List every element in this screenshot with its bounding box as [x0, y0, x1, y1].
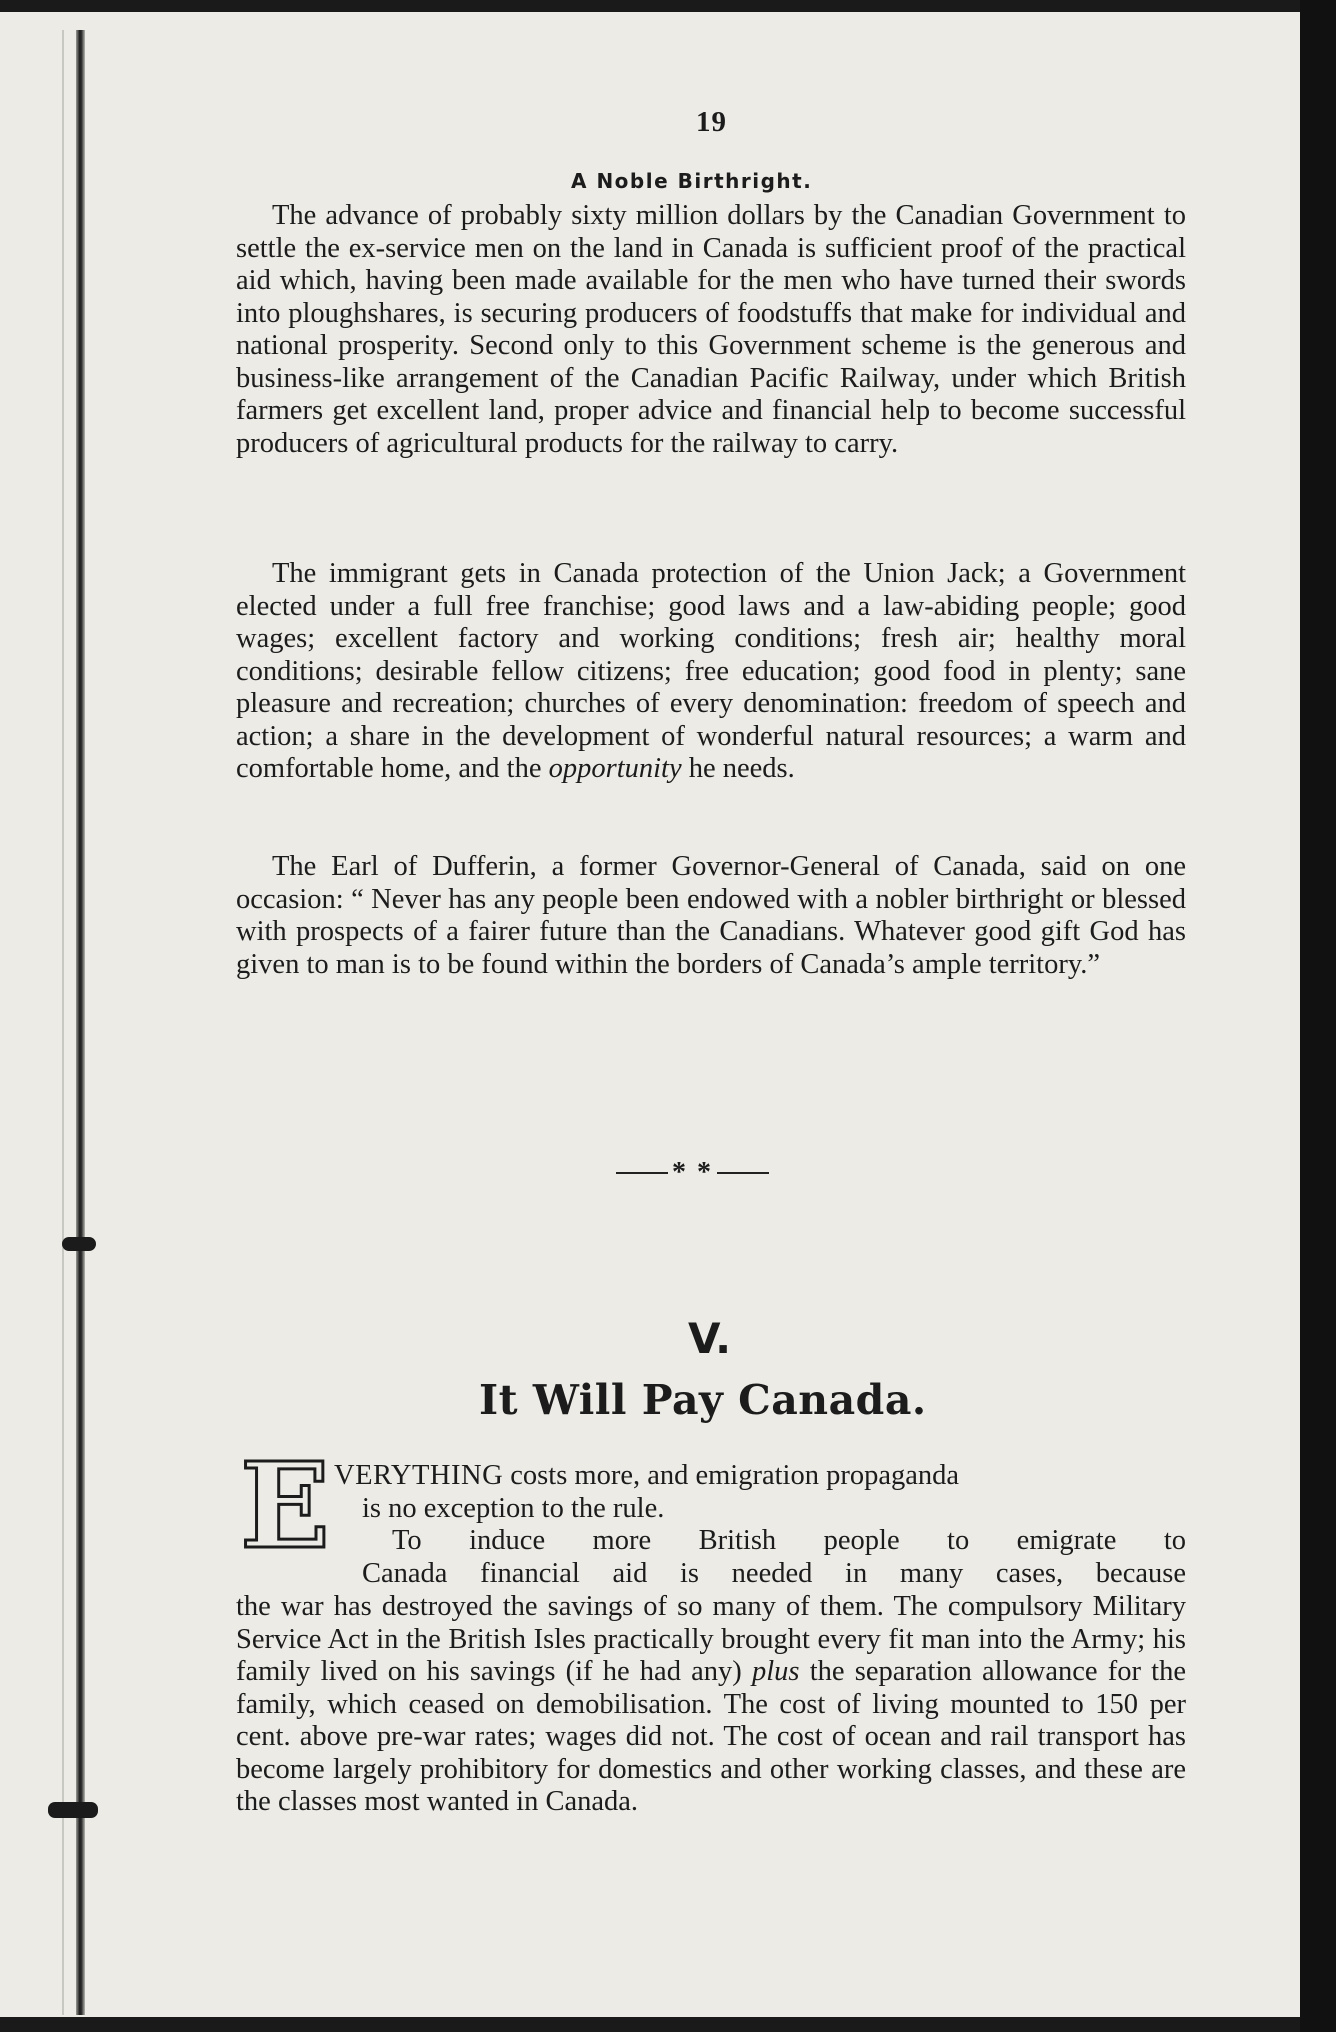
paragraph-text: he needs.	[681, 753, 795, 784]
page-shadow	[1300, 0, 1336, 2032]
page-number: 19	[696, 106, 727, 138]
divider-rule	[717, 1172, 769, 1174]
binding-stitch	[62, 1237, 96, 1251]
section-divider	[616, 1155, 769, 1189]
paragraph: The Earl of Dufferin, a former Governor-General of Canada, said on one occasion: “ Never has any people been endowed with a nobler birthright or blessed with prospects of a fairer future than the Canadians. Whatever good gift God has given to man is to be found within the borders of Canada’s ample territory.”	[236, 851, 1186, 980]
emphasis: plus	[752, 1656, 800, 1687]
emphasis: opportunity	[548, 753, 682, 784]
drop-cap: E	[240, 1436, 330, 1575]
paragraph-text: the war has destroyed the savings of so many of them. The compulsory Military Service Act in the British Isles practically brought every fit man into the Army; his family lived on his savings (if he had any)	[236, 1591, 1186, 1687]
lead-line	[334, 1460, 1186, 1493]
paragraph	[236, 558, 1186, 786]
paragraph-text: the separation allowance for the family, which ceased on demobilisation. The cost of living mounted to 150 per cent. above pre-war rates; wages did not. The cost of ocean and rail transport has become largely prohibitory for domestics and other working classes, and these are the classes most wanted in Canada.	[236, 1656, 1186, 1817]
section-heading: A Noble Birthright.	[571, 169, 813, 193]
lead-text: costs more, and emigration propaganda	[503, 1460, 960, 1491]
chapter-number: V.	[688, 1314, 732, 1363]
book-page	[0, 12, 1300, 2017]
divider-stars: * *	[672, 1156, 713, 1188]
binding-stitch	[48, 1802, 98, 1818]
lead-line: To induce more British people to emigrate to	[392, 1525, 1186, 1556]
divider-rule	[616, 1172, 668, 1174]
lead-line: Canada financial aid is needed in many cases, because	[362, 1558, 1186, 1589]
paragraph-text: The immigrant gets in Canada protection of the Union Jack; a Government elected under a full free franchise; good laws and a law-abiding people; good wages; excellent factory and working conditions; fresh air; healthy moral conditions; desirable fellow citizens; free education; good food in plenty; sane pleasure and recreation; churches of every denomination: freedom of speech and action; a share in the development of wonderful natural resources; a warm and comfortable home, and the	[236, 558, 1186, 784]
chapter-title: It Will Pay Canada.	[479, 1376, 927, 1424]
page-edge	[62, 30, 64, 2015]
paragraph	[236, 1591, 1186, 1819]
binding-gutter	[76, 30, 85, 2015]
lead-smallcaps: VERYTHING	[334, 1460, 504, 1491]
paragraph: The advance of probably sixty million dollars by the Canadian Government to settle the ex-service men on the land in Canada is sufficient proof of the practical aid which, having been made available for the men who have turned their swords into ploughshares, is securing producers of foodstuffs that make for individual and national prosperity. Second only to this Government scheme is the generous and business-like arrangement of the Canadian Pacific Railway, under which British farmers get excellent land, proper advice and financial help to become successful producers of agricultural products for the railway to carry.	[236, 200, 1186, 459]
lead-line: is no exception to the rule.	[362, 1493, 665, 1524]
